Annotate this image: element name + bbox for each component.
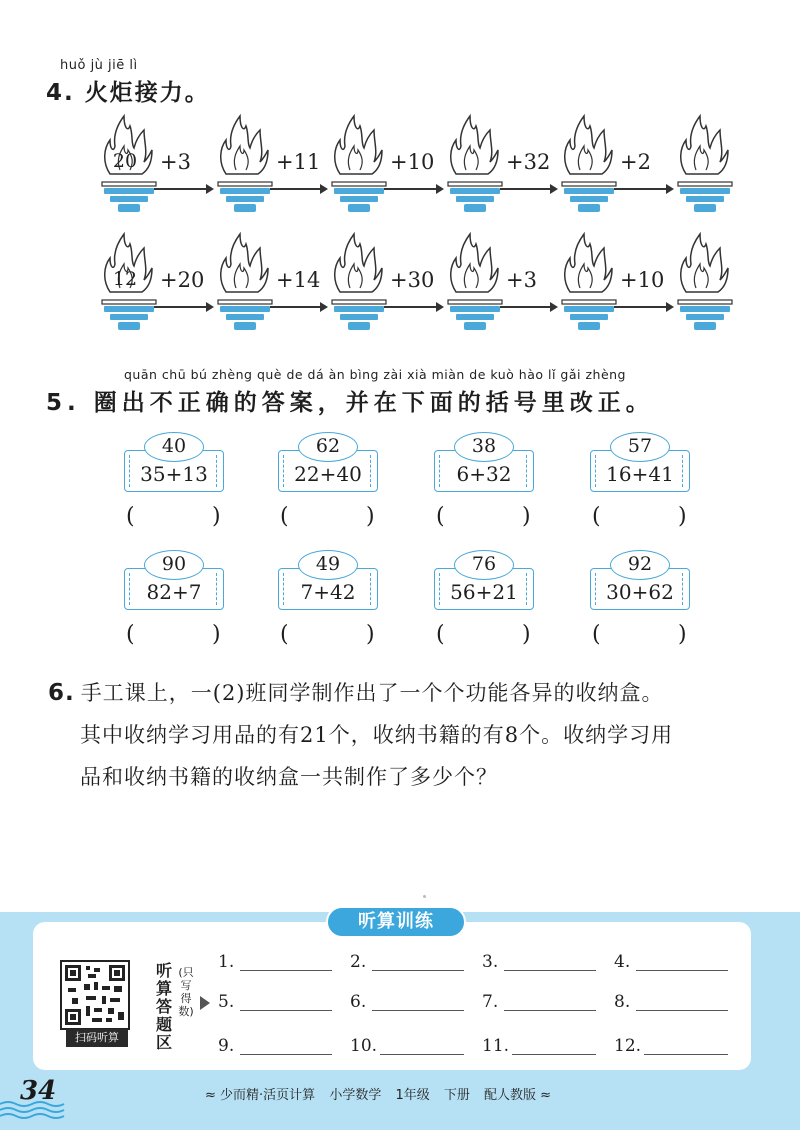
qr-label: 扫码听算 [66,1029,128,1047]
torch-icon [560,112,618,222]
section4-title [46,74,210,107]
torch-icon [100,230,158,340]
answer-item-label: 8. [614,992,631,1012]
card-expression: 16+41 [606,462,674,486]
answer-item-label: 10. [350,1036,378,1056]
answer-paren-close[interactable]: ) [366,504,375,529]
section5-pinyin: quān chū bú zhèng què de dá àn bìng zài xià miàn de kuò hào lǐ gǎi zhèng [124,367,626,382]
torch-row [100,112,720,222]
card-answer-oval[interactable]: 62 [298,432,358,462]
torch-operation: +30 [390,268,435,292]
footer-edition: 配人教版 ≈ [484,1088,552,1103]
card-answer-oval[interactable]: 76 [454,550,514,580]
answer-blank-line[interactable] [380,1054,464,1055]
answer-paren-close[interactable]: ) [678,504,687,529]
answer-item-label: 5. [218,992,235,1012]
section6-line2: 其中收纳学习用品的有21个，收纳书籍的有8个。收纳学习用 [80,723,674,747]
torch-icon [330,230,388,340]
torch-operation: +2 [620,150,651,174]
torch-icon [216,230,274,340]
card-expression: 6+32 [456,462,512,486]
torch-icon [330,112,388,222]
answer-item-label: 7. [482,992,499,1012]
answer-blank-line[interactable] [372,970,464,971]
answer-blank-line[interactable] [504,970,596,971]
card-answer-oval[interactable]: 92 [610,550,670,580]
torch-operation: +11 [276,150,321,174]
arrow-icon [500,306,556,308]
answer-blank-line[interactable] [240,1054,332,1055]
section5-number: 5. [46,390,81,416]
answer-card [588,550,692,610]
torch-start-number: 20 [112,150,138,172]
torch-start-number: 12 [112,268,138,290]
footer-grade: 1年级 [395,1088,430,1103]
answer-paren-open[interactable]: ( [126,622,135,647]
answer-card [276,432,380,492]
torch-icon [216,112,274,222]
answer-blank-line[interactable] [636,970,728,971]
answer-area-note: (只写得数) [178,966,194,1018]
torch-icon [676,230,734,340]
section4-number: 4. [46,80,75,106]
answer-paren-open[interactable]: ( [126,504,135,529]
card-answer-oval[interactable]: 57 [610,432,670,462]
arrow-icon [270,188,326,190]
answer-blank-line[interactable] [644,1054,728,1055]
answer-blank-line[interactable] [240,1010,332,1011]
answer-blank-line[interactable] [504,1010,596,1011]
card-answer-oval[interactable]: 49 [298,550,358,580]
torch-operation: +32 [506,150,551,174]
torch-operation: +10 [620,268,665,292]
answer-paren-close[interactable]: ) [212,504,221,529]
answer-blank-line[interactable] [372,1010,464,1011]
card-expression: 35+13 [140,462,208,486]
card-expression: 82+7 [146,580,202,604]
answer-item-label: 11. [482,1036,510,1056]
page-dot [423,895,426,898]
arrow-icon [270,306,326,308]
section6-line3: 品和收纳书籍的收纳盒一共制作了多少个？ [80,765,498,789]
answer-item-label: 3. [482,952,499,972]
section4-title-text: 火炬接力。 [84,80,210,106]
answer-card [588,432,692,492]
footer-volume: 下册 [443,1088,470,1103]
answer-card [122,550,226,610]
qr-code-icon[interactable] [60,960,130,1030]
arrow-icon [614,306,672,308]
answer-item-label: 4. [614,952,631,972]
answer-card [122,432,226,492]
section6-problem [48,672,768,798]
card-answer-oval[interactable]: 90 [144,550,204,580]
answer-paren-close[interactable]: ) [366,622,375,647]
torch-icon [446,112,504,222]
footer-subject: 小学数学 [329,1088,382,1103]
answer-paren-close[interactable]: ) [522,504,531,529]
answer-paren-open[interactable]: ( [592,622,601,647]
section4-pinyin: huǒ jù jiē lì [60,58,138,73]
answer-paren-close[interactable]: ) [522,622,531,647]
listening-panel [33,922,751,1070]
footer-info [200,1084,556,1103]
answer-area-label: 听算答题区 [155,961,172,1052]
page-number: 34 [20,1076,57,1106]
torch-operation: +20 [160,268,205,292]
card-answer-oval[interactable]: 40 [144,432,204,462]
torch-row [100,230,720,340]
arrow-icon [154,306,212,308]
answer-item-label: 12. [614,1036,642,1056]
answer-item-label: 9. [218,1036,235,1056]
torch-operation: +14 [276,268,321,292]
card-expression: 7+42 [300,580,356,604]
section6-line1: 手工课上，一(2)班同学制作出了一个个功能各异的收纳盒。 [80,681,664,705]
section6-number: 6. [48,680,75,706]
arrow-icon [614,188,672,190]
answer-card [276,550,380,610]
answer-paren-close[interactable]: ) [678,622,687,647]
answer-item-label: 6. [350,992,367,1012]
torch-icon [560,230,618,340]
answer-paren-open[interactable]: ( [592,504,601,529]
listening-tab: 听算训练 [326,906,466,938]
answer-blank-line[interactable] [512,1054,596,1055]
answer-card [432,550,536,610]
answer-paren-open[interactable]: ( [436,622,445,647]
answer-paren-open[interactable]: ( [436,504,445,529]
answer-paren-open[interactable]: ( [280,622,289,647]
card-expression: 22+40 [294,462,362,486]
answer-card [432,432,536,492]
torch-icon [446,230,504,340]
answer-blank-line[interactable] [636,1010,728,1011]
answer-blank-line[interactable] [240,970,332,971]
arrow-icon [384,306,442,308]
answer-item-label: 1. [218,952,235,972]
answer-item-label: 2. [350,952,367,972]
torch-icon [100,112,158,222]
torch-operation: +3 [506,268,537,292]
arrow-icon [500,188,556,190]
section5-title-text: 圈出不正确的答案，并在下面的括号里改正。 [93,390,654,416]
arrow-icon [384,188,442,190]
arrow-icon [154,188,212,190]
section5-title [46,384,654,417]
answer-paren-close[interactable]: ) [212,622,221,647]
card-answer-oval[interactable]: 38 [454,432,514,462]
card-expression: 56+21 [450,580,518,604]
torch-icon [676,112,734,222]
footer-series: ≈ 少而精·活页计算 [205,1088,316,1103]
answer-paren-open[interactable]: ( [280,504,289,529]
torch-operation: +10 [390,150,435,174]
play-triangle-icon [200,996,210,1010]
card-expression: 30+62 [606,580,674,604]
torch-operation: +3 [160,150,191,174]
